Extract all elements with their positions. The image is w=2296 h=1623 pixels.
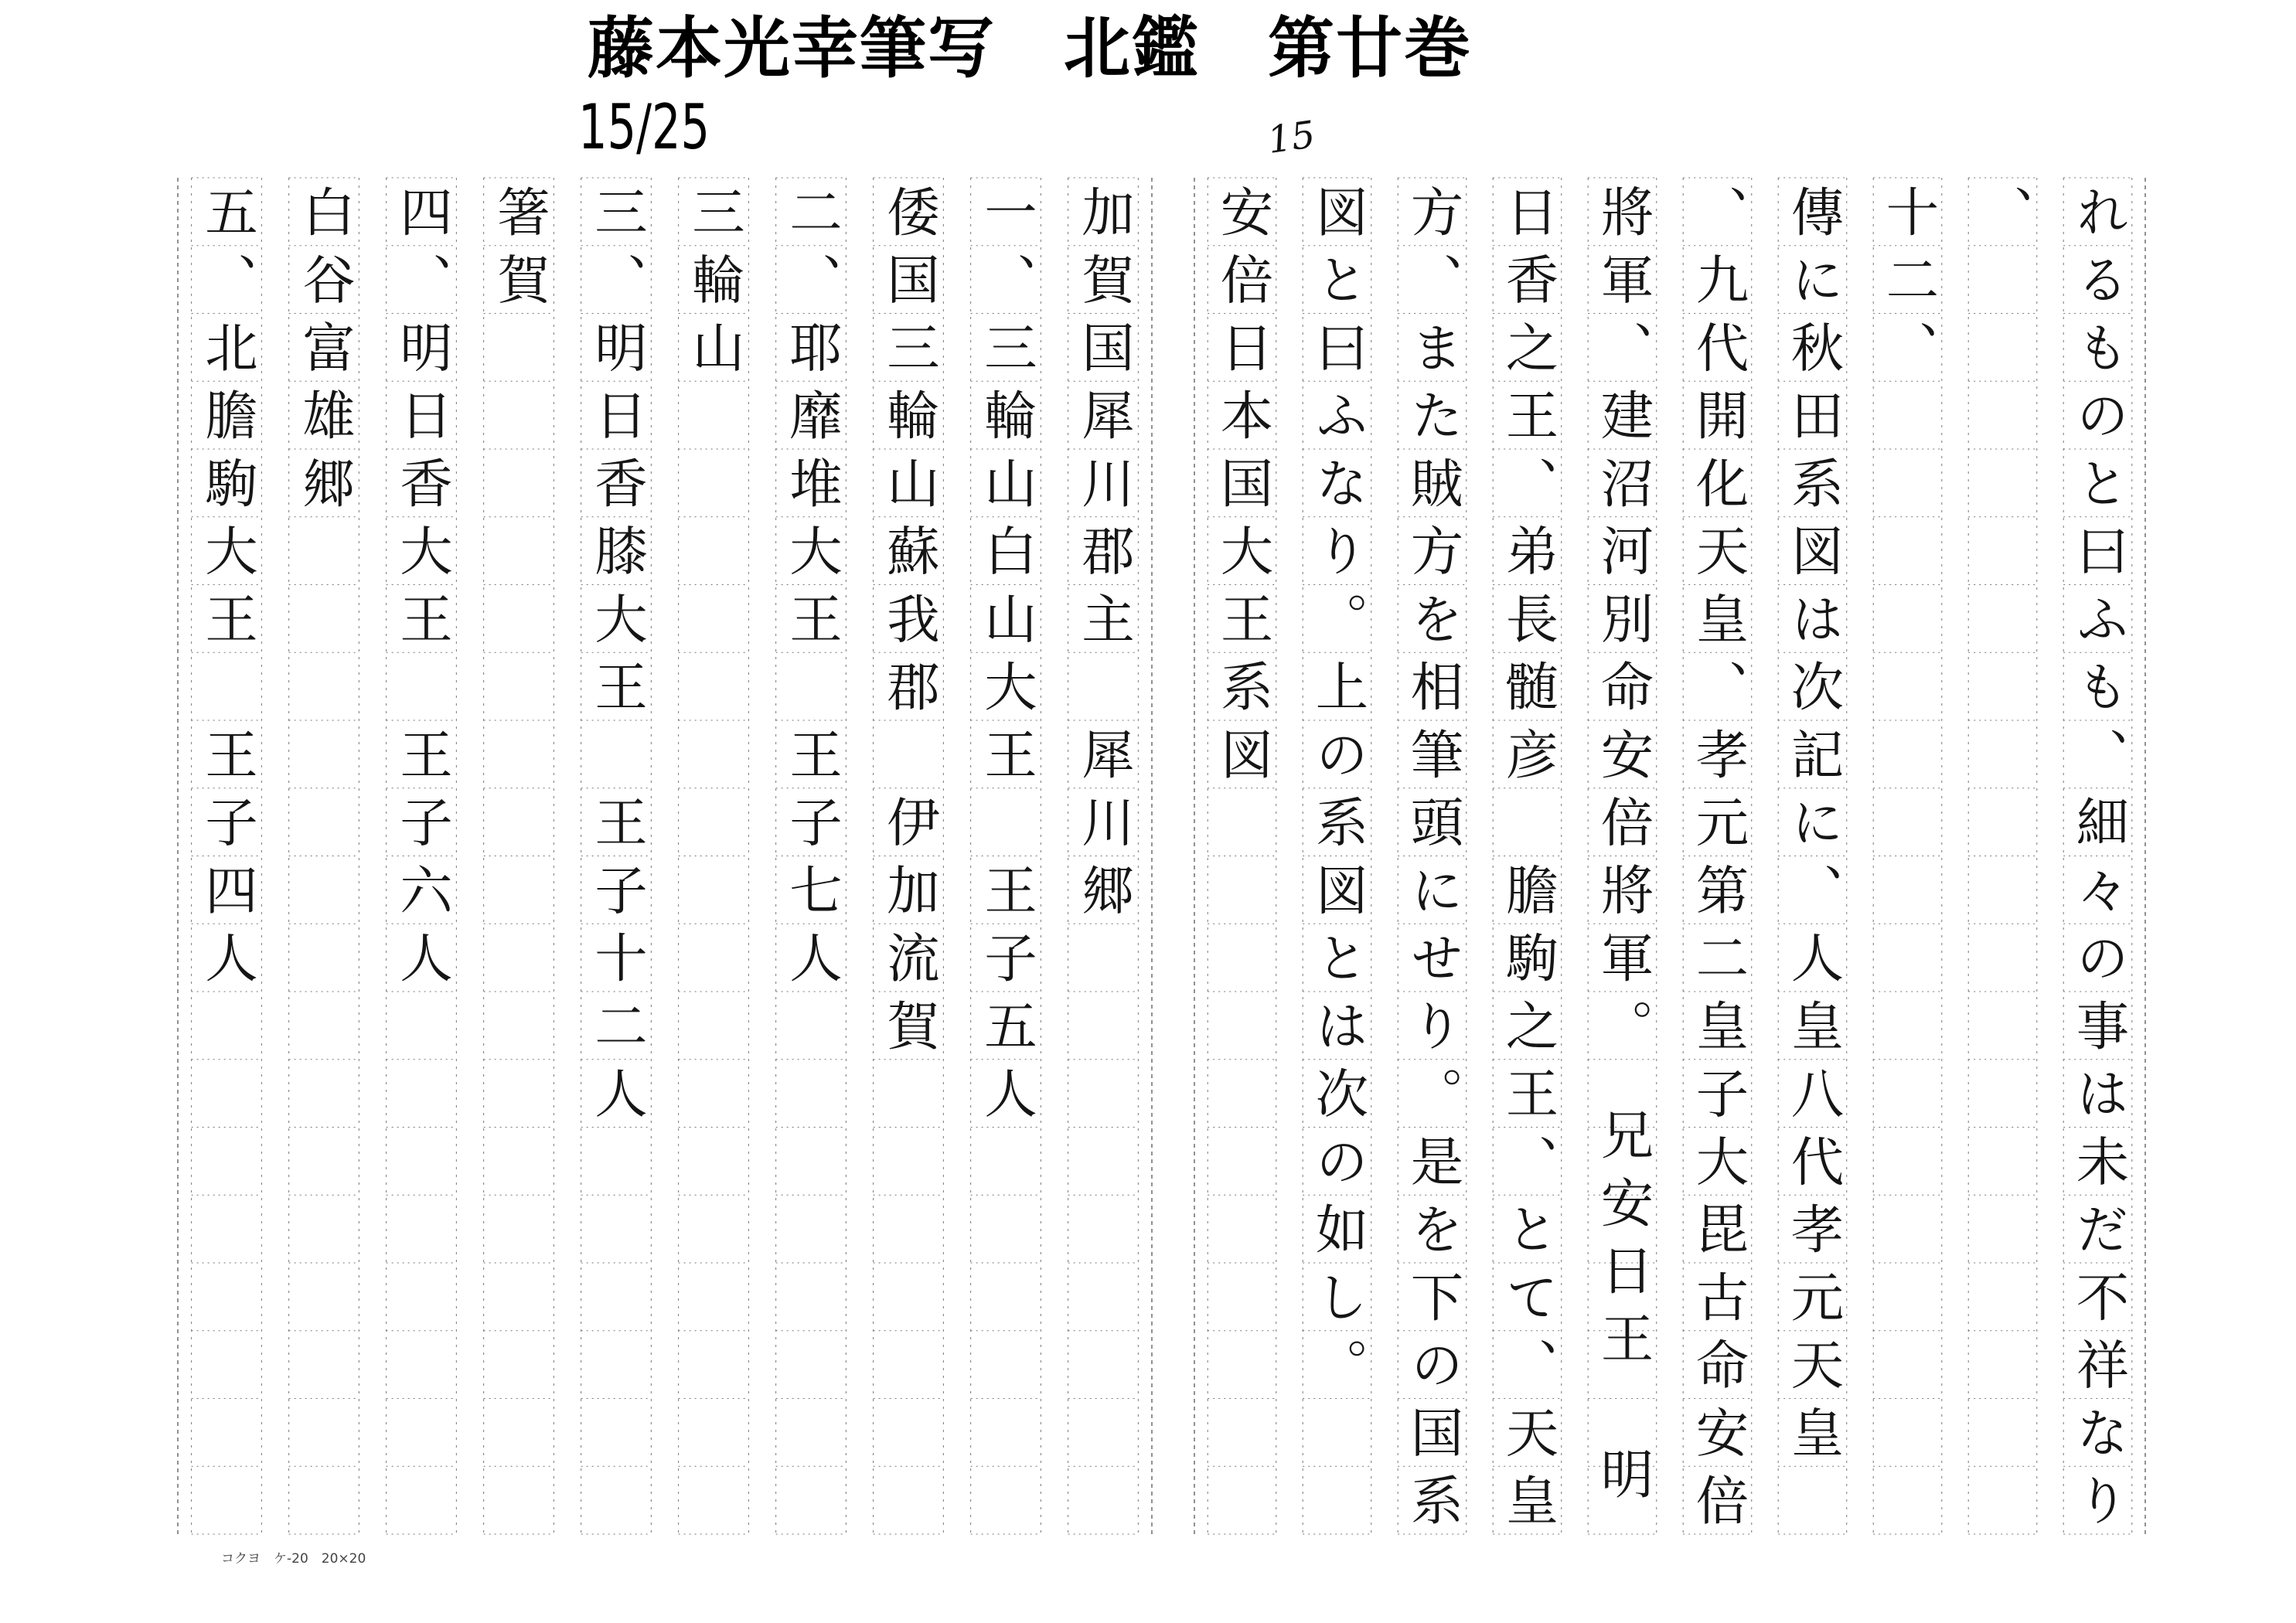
manuscript-column: 傳に秋田系図は次記に、人皇八代孝元天皇 [1781,184,1844,1473]
manuscript-column: 方、また賊方を相筆頭にせり。是を下の国系 [1401,184,1463,1541]
manuscript-column: 加賀国犀川郡主 犀川郷 [1072,184,1134,931]
manuscript-column: 一、三輪山白山大王 王子五人 [975,184,1037,1135]
manuscript-column: 、九代開化天皇、孝元第二皇子大毘古命安倍 [1686,184,1749,1541]
manuscript-column: 五、北膽駒大王 王子四人 [196,184,257,999]
manuscript-column: 倭国三輪山蘇我郡 伊加流賀 [877,184,939,1067]
manuscript-column: 、 [1971,184,2034,253]
manuscript-column: 三、明日香膝大王 王子十二人 [585,184,647,1135]
page-title: 藤本光幸筆写 北鑑 第廿巻 [588,10,1472,87]
paper-code: コクヨ ケ-20 20×20 [221,1551,366,1567]
manuscript-column: 二、耶靡堆大王 王子七人 [780,184,842,999]
page-number: 15/25 [578,91,710,163]
manuscript-grid [178,178,2145,1534]
manuscript-column: 図と曰ふなり。上の系図とは次の如し。 [1306,184,1368,1406]
manuscript-column: 將軍、建沼河別命安倍將軍。 兄安日王 明 [1591,184,1654,1515]
manuscript-column: 日香之王、弟長髄彦 膽駒之王、とて、天皇 [1496,184,1558,1541]
manuscript-column: 白谷富雄郷 [293,184,355,524]
manuscript-column: 三輪山 [683,184,744,389]
manuscript-column: 四、明日香大王 王子六人 [390,184,452,999]
handwritten-page-number: 15 [1265,113,1318,162]
manuscript-column: 安倍日本国大王系図 [1211,184,1273,795]
manuscript-column: れるものと曰ふも、細々の事は未だ不祥なり [2066,184,2129,1541]
manuscript-column: 箸賀 [488,184,550,321]
manuscript-columns [196,185,2129,1541]
manuscript-column: 十二、 [1876,184,1939,389]
